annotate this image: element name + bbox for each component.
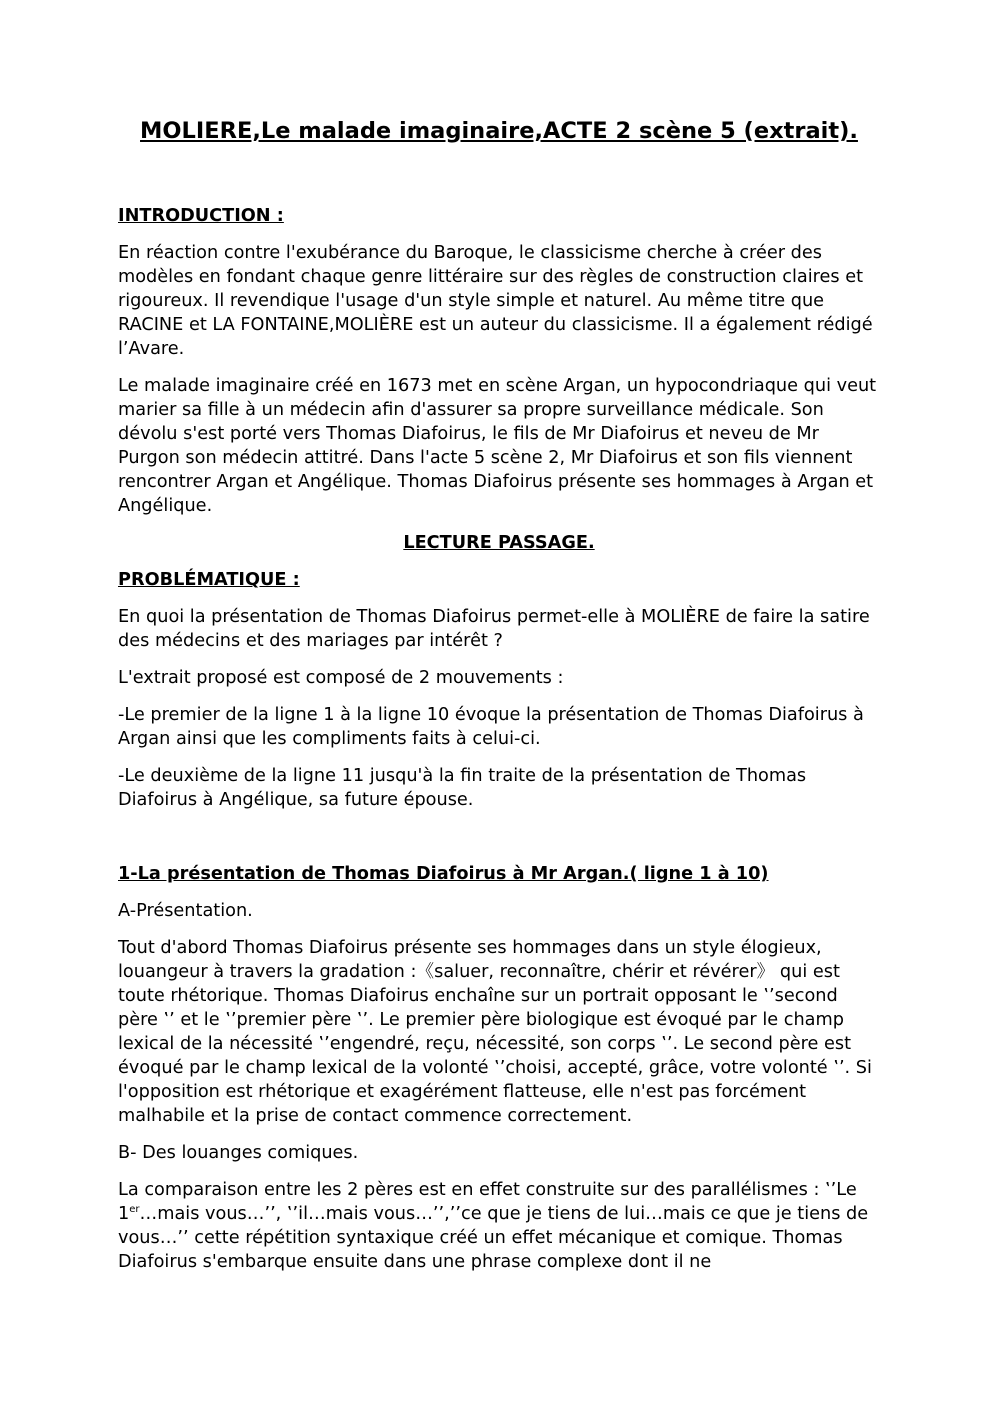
introduction-heading: INTRODUCTION : xyxy=(118,206,284,226)
introduction-paragraph-1: En réaction contre l'exubérance du Baroque, le classicisme cherche à créer des modèles en fondant chaque genre littéraire sur des règles de construction claires et rigoureux. Il revendique l'usage d'un style simple et naturel. Au même titre que RACINE et LA FONTAINE,MOLIÈRE est un auteur du classicisme. Il a également rédigé l’Avare. xyxy=(118,243,873,359)
document-title: MOLIERE,Le malade imaginaire,ACTE 2 scène 5 (extrait). xyxy=(140,118,858,144)
plan-intro: L'extrait proposé est composé de 2 mouvements : xyxy=(118,668,564,688)
section-spacer xyxy=(118,825,880,862)
problematique-heading: PROBLÉMATIQUE : xyxy=(118,570,300,590)
part-1-heading: 1-La présentation de Thomas Diafoirus à Mr Argan.( ligne 1 à 10) xyxy=(118,864,769,884)
introduction-paragraph-2: Le malade imaginaire créé en 1673 met en scène Argan, un hypocondriaque qui veut marier sa fille à un médecin afin d'assurer sa propre surveillance médicale. Son dévolu s'est porté vers Thomas Diafoirus, le fils de Mr Diafoirus et neveu de Mr Purgon son médecin attitré. Dans l'acte 5 scène 2, Mr Diafoirus et son fils viennent rencontrer Argan et Angélique. Thomas Diafoirus présente ses hommages à Argan et Angélique. xyxy=(118,376,877,516)
text-b-start: La comparaison entre les 2 pères est en effet construite sur des parallélismes : ‛’Le 1 xyxy=(118,1180,857,1224)
problematique-question: En quoi la présentation de Thomas Diafoirus permet-elle à MOLIÈRE de faire la satire des médecins et des mariages par intérêt ? xyxy=(118,607,870,651)
text-b-end: …mais vous…’’, ‛’il…mais vous…’’,’’ce que je tiens de lui…mais ce que je tiens de vous…’’ cette répétition syntaxique créé un effet mécanique et comique. Thomas Diafoirus s'embarque ensuite dans une phrase complexe dont il ne xyxy=(118,1204,869,1272)
movement-2: -Le deuxième de la ligne 11 jusqu'à la fin traite de la présentation de Thomas Diafoirus à Angélique, sa future épouse. xyxy=(118,766,807,810)
document-body xyxy=(118,204,880,1287)
part-1-sub-a: A-Présentation. xyxy=(118,901,253,921)
part-1-text-a: Tout d'abord Thomas Diafoirus présente ses hommages dans un style élogieux, louangeur à travers la gradation :《saluer, reconnaître, chérir et révérer》 qui est toute rhétorique. Thomas Diafoirus enchaîne sur un portrait opposant le ‛’second père ‛’ et le ‛’premier père ‛’. Le premier père biologique est évoqué par le champ lexical de la nécessité ‛’engendré, reçu, nécessité, son corps ‛’. Le second père est évoqué par le champ lexical de la volonté ‛’choisi, accepté, grâce, votre volonté ‛’. Si l'opposition est rhétorique et exagérément flatteuse, elle n'est pas forcément malhabile et la prise de contact commence correctement. xyxy=(118,938,872,1126)
text-b-superscript: er xyxy=(129,1204,140,1215)
part-1-text-b xyxy=(118,1178,880,1274)
movement-1: -Le premier de la ligne 1 à la ligne 10 évoque la présentation de Thomas Diafoirus à Argan ainsi que les compliments faits à celui-ci. xyxy=(118,705,864,749)
part-1-sub-b: B- Des louanges comiques. xyxy=(118,1143,359,1163)
lecture-heading: LECTURE PASSAGE. xyxy=(403,533,595,553)
